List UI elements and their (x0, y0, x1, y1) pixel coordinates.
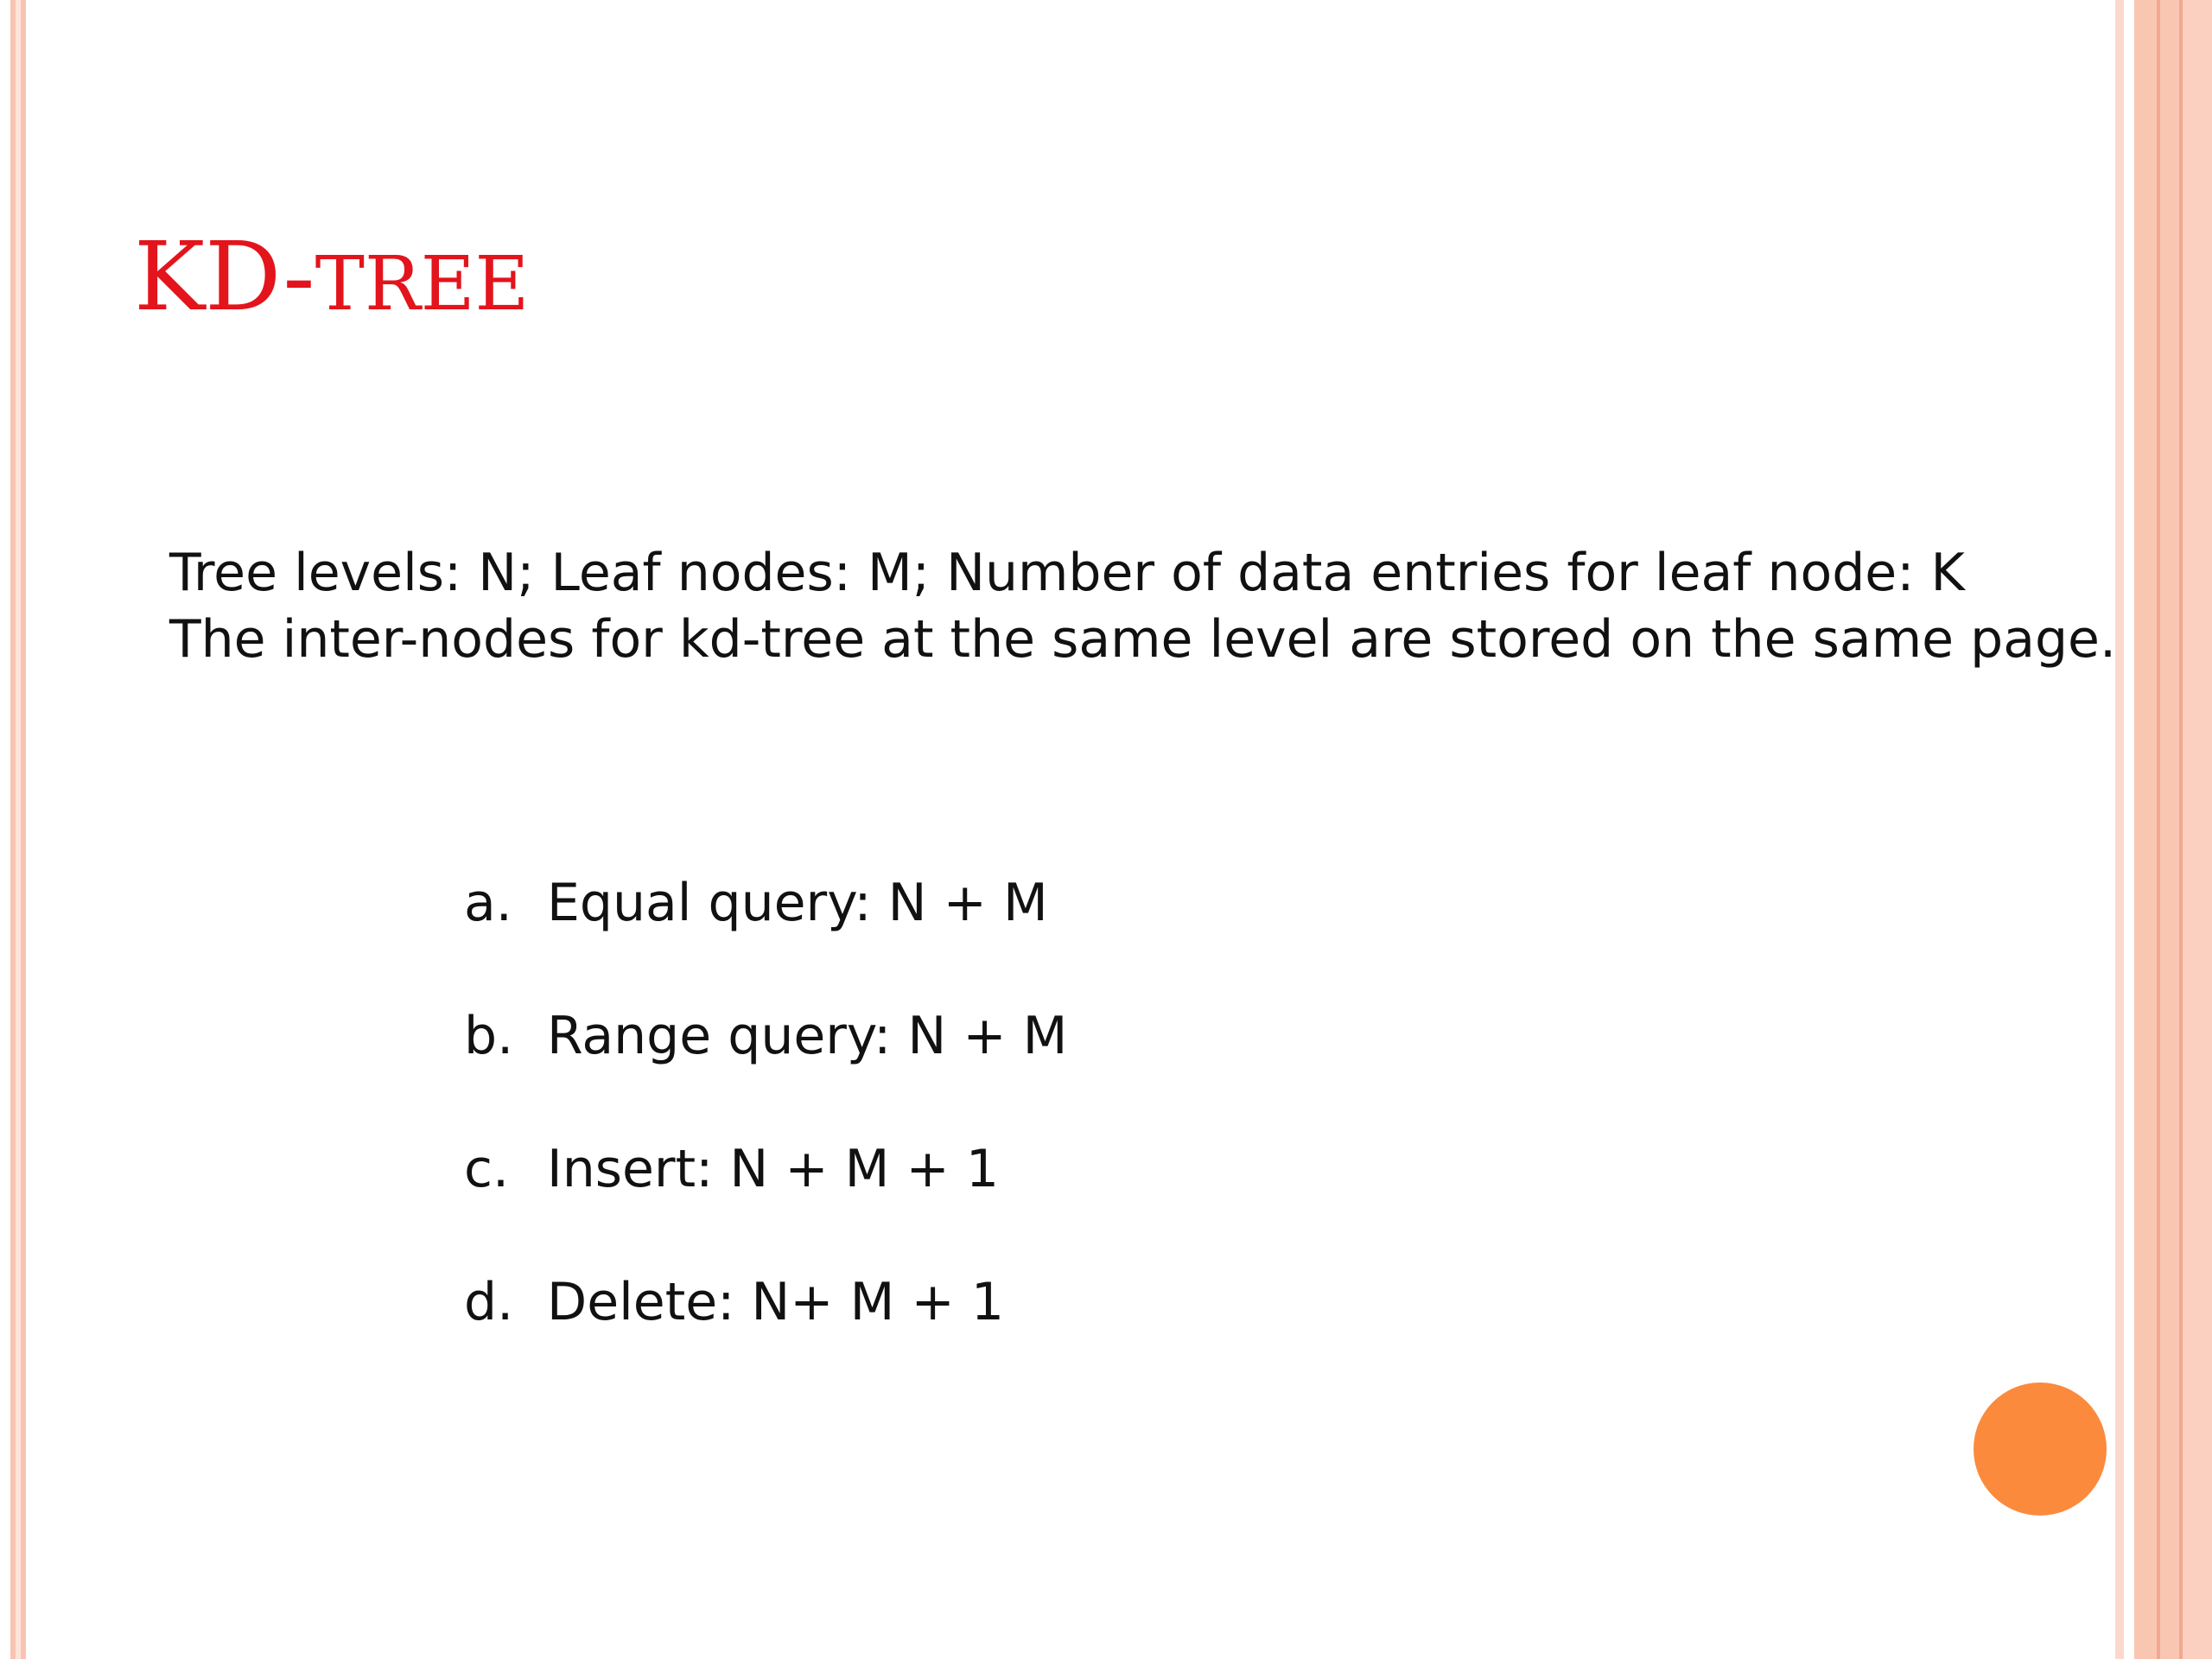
title-initial: KD- (134, 221, 315, 332)
answer-item-a (464, 871, 1067, 935)
list-marker: a. (464, 873, 512, 933)
answer-item-d (464, 1270, 1067, 1334)
list-marker: b. (464, 1006, 514, 1066)
orange-circle-decoration (1974, 1382, 2107, 1516)
answer-item-b (464, 1004, 1067, 1068)
answer-text: Equal query: N + M (547, 873, 1048, 933)
right-decorative-stripes (2115, 0, 2212, 1659)
stripe (2183, 0, 2212, 1659)
stripe (2160, 0, 2179, 1659)
stripe (2124, 0, 2134, 1659)
stripe (2134, 0, 2157, 1659)
intro-line-1: Tree levels: N; Leaf nodes: M; Number of data entries for leaf node: K (169, 543, 1965, 603)
intro-text (169, 540, 2116, 673)
title-rest: TREE (315, 241, 530, 327)
answer-text: Insert: N + M + 1 (547, 1139, 1000, 1199)
stripe (2115, 0, 2124, 1659)
slide-title (134, 221, 530, 332)
list-marker: d. (464, 1272, 514, 1332)
answer-list (464, 871, 1067, 1403)
list-marker: c. (464, 1139, 510, 1199)
answer-text: Range query: N + M (547, 1006, 1068, 1066)
answer-text: Delete: N+ M + 1 (547, 1272, 1005, 1332)
left-decorative-border (10, 0, 26, 1659)
answer-item-c (464, 1137, 1067, 1201)
intro-line-2: The inter-nodes for kd-tree at the same level are stored on the same page. (169, 609, 2117, 670)
